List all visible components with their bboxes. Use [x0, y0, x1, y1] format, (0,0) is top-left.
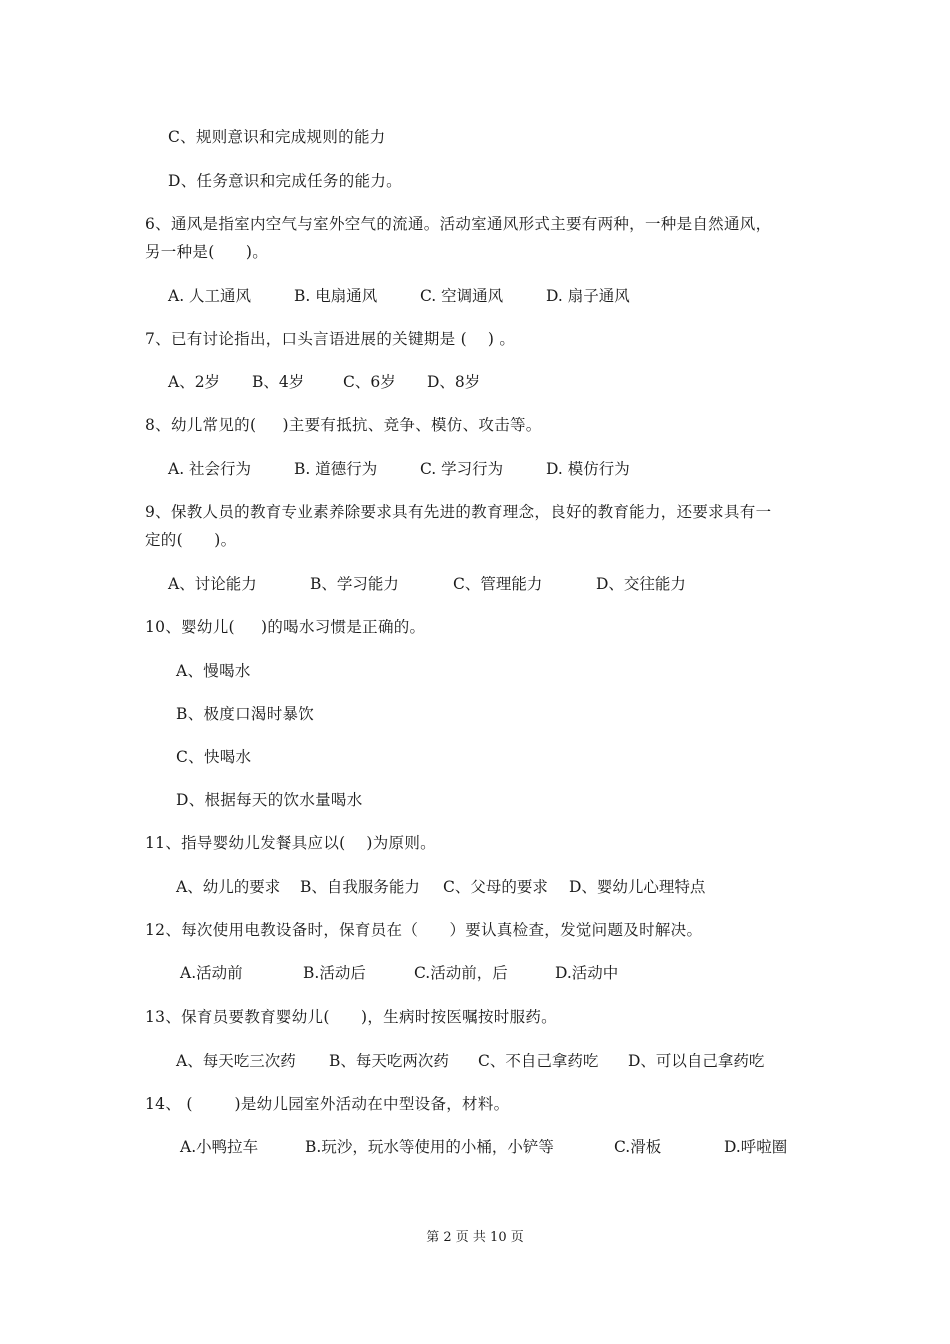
q11-option-c: C、父母的要求: [443, 878, 548, 896]
q10-option-a: A、慢喝水: [176, 662, 251, 680]
question-9-line-1: 9、保教人员的教育专业素养除要求具有先进的教育理念，良好的教育能力，还要求具有一: [145, 503, 772, 521]
question-6-line-2: 另一种是( )。: [145, 243, 269, 261]
q14-option-d: D.呼啦圈: [724, 1138, 788, 1156]
q14-option-a: A.小鸭拉车: [180, 1138, 259, 1156]
q7-option-d: D、8岁: [427, 373, 481, 391]
question-9-options: [168, 573, 768, 595]
q11-option-a: A、幼儿的要求: [176, 878, 281, 896]
q12-option-b: B.活动后: [303, 964, 366, 982]
q14-option-b: B.玩沙，玩水等使用的小桶，小铲等: [305, 1138, 554, 1156]
q8-option-c: C. 学习行为: [420, 460, 504, 478]
q12-option-d: D.活动中: [555, 964, 619, 982]
q6-option-a: A. 人工通风: [168, 287, 252, 305]
question-11: 11、指导婴幼儿发餐具应以( )为原则。: [145, 834, 436, 852]
question-14-options: [180, 1136, 800, 1158]
q9-option-b: B、学习能力: [310, 575, 399, 593]
q13-option-c: C、不自己拿药吃: [478, 1052, 599, 1070]
q7-option-b: B、4岁: [252, 373, 305, 391]
question-14: 14、 ( )是幼儿园室外活动在中型设备，材料。: [145, 1095, 510, 1113]
q13-option-b: B、每天吃两次药: [329, 1052, 449, 1070]
q9-option-c: C、管理能力: [453, 575, 543, 593]
question-13-options: [176, 1050, 796, 1072]
q13-option-d: D、可以自己拿药吃: [628, 1052, 765, 1070]
question-6-options: [168, 285, 768, 307]
q10-option-b: B、极度口渴时暴饮: [176, 705, 315, 723]
q10-option-c: C、快喝水: [176, 748, 252, 766]
question-10: 10、婴幼儿( )的喝水习惯是正确的。: [145, 618, 426, 636]
q11-option-d: D、婴幼儿心理特点: [569, 878, 706, 896]
question-12-options: [180, 962, 780, 984]
question-7: 7、已有讨论指出，口头言语进展的关键期是 ( ) 。: [145, 330, 516, 348]
q12-option-c: C.活动前，后: [414, 964, 508, 982]
q11-option-b: B、自我服务能力: [300, 878, 420, 896]
question-8: 8、幼儿常见的( )主要有抵抗、竞争、模仿、攻击等。: [145, 416, 542, 434]
q12-option-a: A.活动前: [180, 964, 243, 982]
q9-option-a: A、讨论能力: [168, 575, 257, 593]
q7-option-a: A、2岁: [168, 373, 221, 391]
question-9-line-2: 定的( )。: [145, 531, 237, 549]
option-d-prev: D、任务意识和完成任务的能力。: [168, 172, 402, 190]
q6-option-d: D. 扇子通风: [546, 287, 630, 305]
q7-option-c: C、6岁: [343, 373, 396, 391]
q10-option-d: D、根据每天的饮水量喝水: [176, 791, 363, 809]
question-13: 13、保育员要教育婴幼儿( )，生病时按医嘱按时服药。: [145, 1008, 557, 1026]
question-11-options: [176, 876, 776, 898]
option-c-prev: C、规则意识和完成规则的能力: [168, 128, 386, 146]
question-7-options: [168, 371, 568, 393]
question-12: 12、每次使用电教设备时，保育员在（ ）要认真检查，发觉问题及时解决。: [145, 921, 703, 939]
q9-option-d: D、交往能力: [596, 575, 686, 593]
q6-option-c: C. 空调通风: [420, 287, 504, 305]
q8-option-b: B. 道德行为: [294, 460, 378, 478]
question-8-options: [168, 458, 768, 480]
page-number-footer: 第 2 页 共 10 页: [426, 1230, 524, 1245]
q14-option-c: C.滑板: [614, 1138, 662, 1156]
q6-option-b: B. 电扇通风: [294, 287, 378, 305]
q8-option-a: A. 社会行为: [168, 460, 252, 478]
q8-option-d: D. 模仿行为: [546, 460, 630, 478]
question-6-line-1: 6、通风是指室内空气与室外空气的流通。活动室通风形式主要有两种，一种是自然通风，: [145, 215, 772, 233]
q13-option-a: A、每天吃三次药: [176, 1052, 296, 1070]
